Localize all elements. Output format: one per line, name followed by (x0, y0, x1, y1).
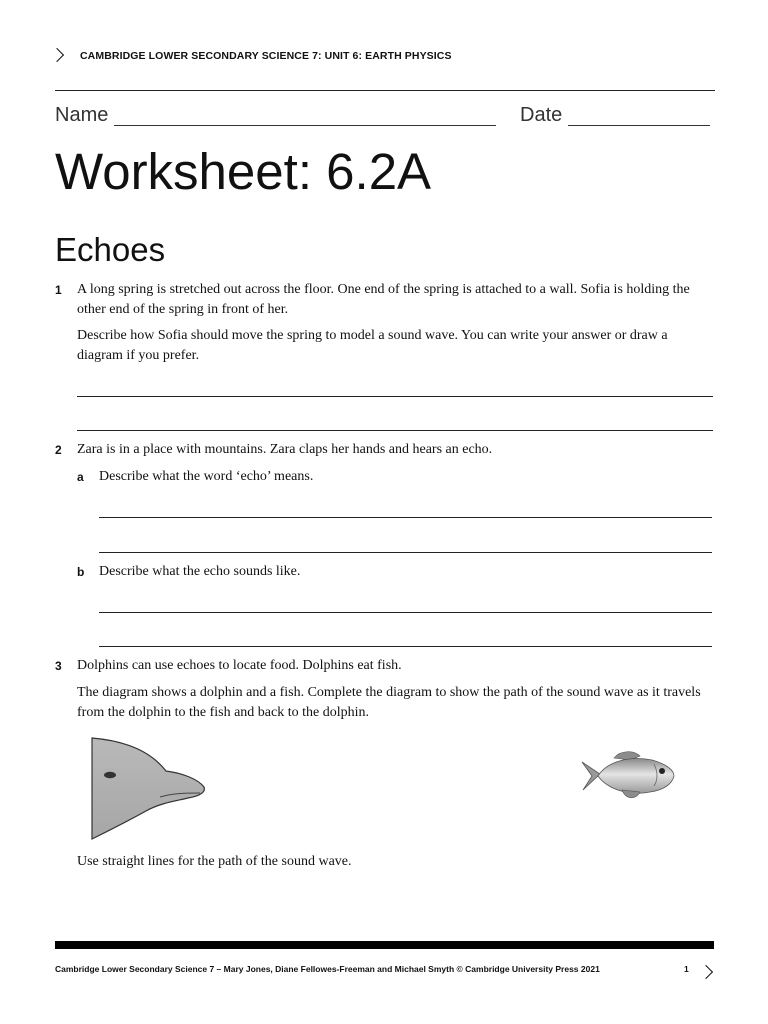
part-text: Describe what the echo sounds like. (99, 564, 301, 579)
chevron-right-icon (50, 48, 64, 62)
question-instruction: The diagram shows a dolphin and a fish. Complete the diagram to show the path of the sound wave as it travels from the dolphin to the fish and back to the dolphin. (77, 685, 701, 720)
question-number: 1 (55, 283, 62, 297)
answer-line[interactable] (99, 612, 712, 613)
page-number: 1 (684, 964, 689, 974)
question-number: 2 (55, 443, 62, 457)
question-number: 3 (55, 659, 62, 673)
answer-line[interactable] (99, 646, 712, 647)
answer-line[interactable] (77, 430, 713, 431)
answer-line[interactable] (99, 552, 712, 553)
section-title: Echoes (55, 231, 166, 268)
part-letter: a (77, 470, 84, 484)
question-instruction: Describe how Sofia should move the spring to model a sound wave. You can write your answer or draw a diagram if you prefer. (77, 328, 668, 363)
answer-line[interactable] (77, 396, 713, 397)
part-text: Describe what the word ‘echo’ means. (99, 469, 314, 484)
fish-image[interactable] (580, 748, 678, 804)
question-text: Zara is in a place with mountains. Zara claps her hands and hears an echo. (77, 442, 493, 457)
chevron-right-icon[interactable] (699, 965, 713, 979)
part-letter: b (77, 565, 85, 579)
header-divider (55, 90, 715, 91)
name-label: Name (55, 104, 109, 126)
question-text: A long spring is stretched out across the floor. One end of the spring is attached to a wall. Sofia is holding the other end of the spring in front of her. (77, 282, 690, 317)
footer-credit: Cambridge Lower Secondary Science 7 – Mary Jones, Diane Fellowes-Freeman and Michael Smyth © Cambridge University Press 2021 (55, 964, 600, 974)
date-field[interactable] (568, 125, 710, 126)
dolphin-head-image[interactable] (88, 735, 210, 843)
diagram-instruction: Use straight lines for the path of the sound wave. (77, 854, 352, 869)
course-header: CAMBRIDGE LOWER SECONDARY SCIENCE 7: UNIT 6: EARTH PHYSICS (80, 50, 452, 62)
worksheet-title: Worksheet: 6.2A (55, 143, 432, 200)
name-field[interactable] (114, 125, 496, 126)
footer-bar (55, 941, 714, 949)
answer-line[interactable] (99, 517, 712, 518)
date-label: Date (520, 104, 563, 126)
question-text: Dolphins can use echoes to locate food. Dolphins eat fish. (77, 658, 402, 673)
